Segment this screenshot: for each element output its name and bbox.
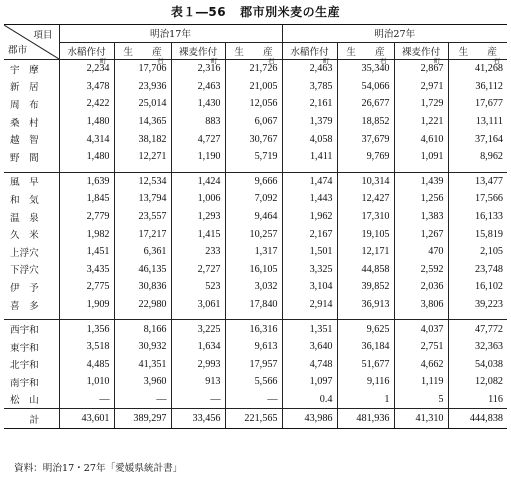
value-cell: 913 bbox=[171, 373, 225, 391]
table-row bbox=[4, 320, 507, 338]
value-cell: 17,677 bbox=[448, 95, 507, 113]
value-cell: 12,427 bbox=[337, 190, 394, 208]
value-cell: 1,006 bbox=[171, 190, 225, 208]
column-header: 水稲作付 bbox=[59, 42, 114, 60]
value-cell: 1,293 bbox=[171, 208, 225, 226]
value-cell: 16,102 bbox=[448, 278, 507, 296]
table-title-text: 郡市別米麦の生産 bbox=[240, 5, 341, 19]
region-name: 越 智 bbox=[10, 135, 39, 147]
unit-label: 石 bbox=[157, 58, 164, 65]
value-cell: 10,314 bbox=[337, 172, 394, 190]
value-cell: 44,858 bbox=[337, 261, 394, 279]
value-cell: 1,430 bbox=[171, 95, 225, 113]
corner-header bbox=[4, 25, 59, 60]
table-row bbox=[4, 338, 507, 356]
value-cell: 36,913 bbox=[337, 296, 394, 314]
value-cell: 1,439 bbox=[394, 172, 448, 190]
value-cell: 2,592 bbox=[394, 261, 448, 279]
corner-item-label: 項目 bbox=[33, 30, 53, 41]
value-text: 35,340 bbox=[361, 63, 390, 74]
value-cell: 22,980 bbox=[114, 296, 171, 314]
value-cell: 1,379 bbox=[282, 113, 337, 131]
value-cell: 33,456 bbox=[171, 409, 225, 429]
value-cell: 1,190 bbox=[171, 148, 225, 166]
value-cell: 23,557 bbox=[114, 208, 171, 226]
value-cell: 54,038 bbox=[448, 356, 507, 374]
table-row bbox=[4, 190, 507, 208]
value-cell: 0.4 bbox=[282, 391, 337, 409]
value-cell: 1,415 bbox=[171, 225, 225, 243]
value-cell: 8,962 bbox=[448, 148, 507, 166]
value-cell: 1,317 bbox=[225, 243, 282, 261]
value-text: 2,234 bbox=[86, 63, 110, 74]
column-header: 水稲作付 bbox=[282, 42, 337, 60]
value-cell: 4,748 bbox=[282, 356, 337, 374]
value-cell: 16,316 bbox=[225, 320, 282, 338]
table-row bbox=[4, 243, 507, 261]
table-row bbox=[4, 95, 507, 113]
column-header: 裸麦作付 bbox=[171, 42, 225, 60]
value-cell: 1,982 bbox=[59, 225, 114, 243]
value-cell: 3,061 bbox=[171, 296, 225, 314]
value-cell bbox=[171, 60, 225, 78]
value-text: 41,268 bbox=[474, 63, 503, 74]
value-cell: 1,221 bbox=[394, 113, 448, 131]
total-row bbox=[4, 409, 507, 429]
region-name: 伊 予 bbox=[10, 282, 39, 294]
unit-label: 石 bbox=[380, 58, 387, 65]
value-cell: 1,729 bbox=[394, 95, 448, 113]
value-cell: 37,679 bbox=[337, 130, 394, 148]
region-name: 松 山 bbox=[10, 395, 39, 407]
value-cell: 30,932 bbox=[114, 338, 171, 356]
value-cell: 17,957 bbox=[225, 356, 282, 374]
value-cell: 9,613 bbox=[225, 338, 282, 356]
value-cell: 32,363 bbox=[448, 338, 507, 356]
region-name: 喜 多 bbox=[10, 300, 39, 312]
table-title bbox=[0, 3, 511, 20]
value-cell: 2,914 bbox=[282, 296, 337, 314]
value-text: 2,316 bbox=[197, 63, 221, 74]
value-cell: 23,748 bbox=[448, 261, 507, 279]
value-cell: 5,566 bbox=[225, 373, 282, 391]
value-cell: 51,677 bbox=[337, 356, 394, 374]
value-cell: 9,666 bbox=[225, 172, 282, 190]
table-row bbox=[4, 261, 507, 279]
table-row bbox=[4, 225, 507, 243]
value-cell: 389,297 bbox=[114, 409, 171, 429]
value-cell: 7,092 bbox=[225, 190, 282, 208]
table-row bbox=[4, 172, 507, 190]
value-cell: 41,351 bbox=[114, 356, 171, 374]
region-name: 桑 村 bbox=[10, 117, 39, 129]
value-cell: ― bbox=[114, 391, 171, 409]
total-label: 計 bbox=[4, 409, 59, 429]
value-cell: 2,775 bbox=[59, 278, 114, 296]
value-text: 21,726 bbox=[249, 63, 278, 74]
value-cell: ― bbox=[171, 391, 225, 409]
region-name: 風 早 bbox=[4, 172, 59, 190]
value-text: 2,867 bbox=[420, 63, 444, 74]
value-cell: 3,518 bbox=[59, 338, 114, 356]
value-cell: 13,477 bbox=[448, 172, 507, 190]
value-cell: 1,480 bbox=[59, 113, 114, 131]
value-cell bbox=[114, 60, 171, 78]
value-cell bbox=[59, 60, 114, 78]
value-cell bbox=[394, 60, 448, 78]
value-cell: 4,058 bbox=[282, 130, 337, 148]
rice-wheat-table bbox=[4, 24, 507, 429]
value-cell: 444,838 bbox=[448, 409, 507, 429]
value-cell: 2,105 bbox=[448, 243, 507, 261]
value-cell: 54,066 bbox=[337, 78, 394, 96]
value-cell: 2,971 bbox=[394, 78, 448, 96]
value-cell: 2,422 bbox=[59, 95, 114, 113]
value-cell: 14,365 bbox=[114, 113, 171, 131]
value-cell: 3,325 bbox=[282, 261, 337, 279]
value-cell: 21,005 bbox=[225, 78, 282, 96]
column-header: 生 産 bbox=[448, 42, 507, 60]
table-row bbox=[4, 373, 507, 391]
value-cell: 2,751 bbox=[394, 338, 448, 356]
value-cell: 1,010 bbox=[59, 373, 114, 391]
value-cell: 1,501 bbox=[282, 243, 337, 261]
unit-label: 町 bbox=[100, 58, 107, 65]
value-cell: 16,133 bbox=[448, 208, 507, 226]
value-cell: 1,474 bbox=[282, 172, 337, 190]
value-cell: 16,105 bbox=[225, 261, 282, 279]
table-row bbox=[4, 356, 507, 374]
value-cell: 3,478 bbox=[59, 78, 114, 96]
value-cell: 12,534 bbox=[114, 172, 171, 190]
value-cell: 1,845 bbox=[59, 190, 114, 208]
value-cell: 1,411 bbox=[282, 148, 337, 166]
value-cell: 1,451 bbox=[59, 243, 114, 261]
value-cell: 41,310 bbox=[394, 409, 448, 429]
table-row bbox=[4, 60, 507, 78]
value-cell: 4,485 bbox=[59, 356, 114, 374]
value-cell bbox=[225, 60, 282, 78]
value-cell: 221,565 bbox=[225, 409, 282, 429]
value-cell: 2,167 bbox=[282, 225, 337, 243]
value-cell: 3,104 bbox=[282, 278, 337, 296]
value-cell: 1,909 bbox=[59, 296, 114, 314]
region-name: 西宇和 bbox=[4, 320, 59, 338]
value-cell: 43,986 bbox=[282, 409, 337, 429]
table-row bbox=[4, 130, 507, 148]
value-cell: 6,361 bbox=[114, 243, 171, 261]
value-cell: 470 bbox=[394, 243, 448, 261]
value-cell: 3,806 bbox=[394, 296, 448, 314]
value-cell: 1,424 bbox=[171, 172, 225, 190]
value-cell: 25,014 bbox=[114, 95, 171, 113]
group-header-1884: 明治17年 bbox=[59, 25, 282, 43]
region-name: 新 居 bbox=[10, 82, 39, 94]
value-cell: 3,032 bbox=[225, 278, 282, 296]
region-name: 下浮穴 bbox=[10, 265, 39, 277]
value-cell: 37,164 bbox=[448, 130, 507, 148]
region-name: 温 泉 bbox=[10, 212, 39, 224]
value-cell: 17,566 bbox=[448, 190, 507, 208]
value-cell: 12,082 bbox=[448, 373, 507, 391]
value-text: 2,463 bbox=[309, 63, 333, 74]
value-cell: 39,852 bbox=[337, 278, 394, 296]
value-cell bbox=[448, 60, 507, 78]
value-cell: 1,351 bbox=[282, 320, 337, 338]
value-cell: 17,310 bbox=[337, 208, 394, 226]
region-name: 上浮穴 bbox=[10, 247, 39, 259]
region-name: 周 布 bbox=[10, 99, 39, 111]
value-cell: 2,036 bbox=[394, 278, 448, 296]
value-cell: 26,677 bbox=[337, 95, 394, 113]
region-name: 南宇和 bbox=[10, 377, 39, 389]
value-cell: 1,097 bbox=[282, 373, 337, 391]
value-cell: 1,962 bbox=[282, 208, 337, 226]
value-cell: 1,383 bbox=[394, 208, 448, 226]
value-cell: 2,779 bbox=[59, 208, 114, 226]
value-cell: 4,662 bbox=[394, 356, 448, 374]
value-cell: 1,634 bbox=[171, 338, 225, 356]
value-cell: 233 bbox=[171, 243, 225, 261]
value-cell: 43,601 bbox=[59, 409, 114, 429]
value-cell: ― bbox=[225, 391, 282, 409]
value-cell: 15,819 bbox=[448, 225, 507, 243]
unit-label: 町 bbox=[434, 58, 441, 65]
value-cell: 17,217 bbox=[114, 225, 171, 243]
value-cell: 12,171 bbox=[337, 243, 394, 261]
unit-label: 石 bbox=[493, 58, 500, 65]
column-header: 生 産 bbox=[337, 42, 394, 60]
value-cell: 1,267 bbox=[394, 225, 448, 243]
value-cell: 2,993 bbox=[171, 356, 225, 374]
value-cell: 1,119 bbox=[394, 373, 448, 391]
value-cell: ― bbox=[59, 391, 114, 409]
value-cell: 883 bbox=[171, 113, 225, 131]
table-row bbox=[4, 78, 507, 96]
value-cell: 23,936 bbox=[114, 78, 171, 96]
value-cell: 18,852 bbox=[337, 113, 394, 131]
value-cell: 38,182 bbox=[114, 130, 171, 148]
value-cell: 4,727 bbox=[171, 130, 225, 148]
value-cell: 3,435 bbox=[59, 261, 114, 279]
value-cell: 19,105 bbox=[337, 225, 394, 243]
value-cell: 5 bbox=[394, 391, 448, 409]
value-cell: 10,257 bbox=[225, 225, 282, 243]
value-cell: 47,772 bbox=[448, 320, 507, 338]
region-name: 久 米 bbox=[10, 230, 39, 242]
value-cell: 6,067 bbox=[225, 113, 282, 131]
value-cell: 2,161 bbox=[282, 95, 337, 113]
value-cell: 1,256 bbox=[394, 190, 448, 208]
value-cell: 13,111 bbox=[448, 113, 507, 131]
value-cell: 1,639 bbox=[59, 172, 114, 190]
value-cell: 5,719 bbox=[225, 148, 282, 166]
group-header-1894: 明治27年 bbox=[282, 25, 507, 43]
value-cell: 1,356 bbox=[59, 320, 114, 338]
value-text: 17,706 bbox=[138, 63, 167, 74]
source-note: 資料：明治17・27年「愛媛県統計書」 bbox=[14, 463, 183, 474]
value-cell: 9,625 bbox=[337, 320, 394, 338]
value-cell: 116 bbox=[448, 391, 507, 409]
value-cell: 4,610 bbox=[394, 130, 448, 148]
table-row bbox=[4, 148, 507, 166]
column-header: 裸麦作付 bbox=[394, 42, 448, 60]
table-number: 表１―56 bbox=[170, 5, 227, 19]
region-name: 北宇和 bbox=[10, 360, 39, 372]
value-cell: 4,037 bbox=[394, 320, 448, 338]
value-cell: 30,767 bbox=[225, 130, 282, 148]
value-cell bbox=[282, 60, 337, 78]
value-cell: 2,463 bbox=[171, 78, 225, 96]
value-cell: 39,223 bbox=[448, 296, 507, 314]
table-row bbox=[4, 113, 507, 131]
region-name: 宇 摩 bbox=[10, 64, 39, 76]
region-name: 野 間 bbox=[10, 152, 39, 164]
value-cell: 1,091 bbox=[394, 148, 448, 166]
value-cell: 1 bbox=[337, 391, 394, 409]
unit-label: 町 bbox=[323, 58, 330, 65]
value-cell: 12,056 bbox=[225, 95, 282, 113]
table-row bbox=[4, 208, 507, 226]
value-cell: 3,785 bbox=[282, 78, 337, 96]
value-cell: 9,116 bbox=[337, 373, 394, 391]
value-cell: 2,727 bbox=[171, 261, 225, 279]
region-name: 和 気 bbox=[10, 194, 39, 206]
value-cell: 3,225 bbox=[171, 320, 225, 338]
corner-region-label: 郡市 bbox=[8, 45, 28, 56]
value-cell: 3,960 bbox=[114, 373, 171, 391]
value-cell: 1,480 bbox=[59, 148, 114, 166]
value-cell: 36,112 bbox=[448, 78, 507, 96]
value-cell: 1,443 bbox=[282, 190, 337, 208]
unit-label: 石 bbox=[268, 58, 275, 65]
column-header: 生 産 bbox=[114, 42, 171, 60]
value-cell: 481,936 bbox=[337, 409, 394, 429]
value-cell bbox=[337, 60, 394, 78]
value-cell: 12,271 bbox=[114, 148, 171, 166]
value-cell: 30,836 bbox=[114, 278, 171, 296]
value-cell: 13,794 bbox=[114, 190, 171, 208]
value-cell: 17,840 bbox=[225, 296, 282, 314]
value-cell: 8,166 bbox=[114, 320, 171, 338]
table-row bbox=[4, 278, 507, 296]
value-cell: 523 bbox=[171, 278, 225, 296]
table-row bbox=[4, 296, 507, 314]
column-header: 生 産 bbox=[225, 42, 282, 60]
value-cell: 46,135 bbox=[114, 261, 171, 279]
value-cell: 9,464 bbox=[225, 208, 282, 226]
value-cell: 4,314 bbox=[59, 130, 114, 148]
unit-label: 町 bbox=[211, 58, 218, 65]
table-row bbox=[4, 391, 507, 409]
value-cell: 36,184 bbox=[337, 338, 394, 356]
value-cell: 3,640 bbox=[282, 338, 337, 356]
region-name: 東宇和 bbox=[10, 342, 39, 354]
value-cell: 9,769 bbox=[337, 148, 394, 166]
